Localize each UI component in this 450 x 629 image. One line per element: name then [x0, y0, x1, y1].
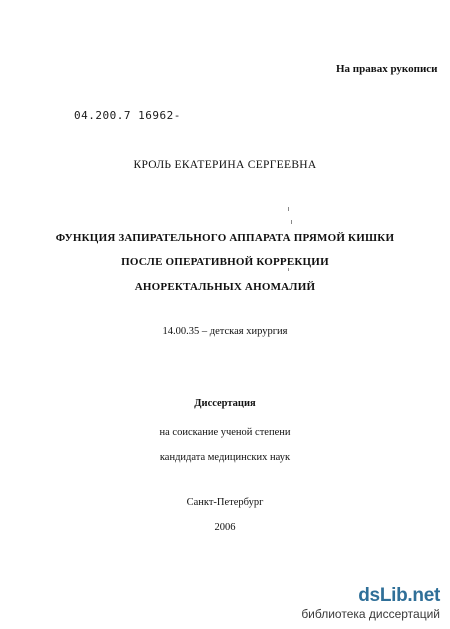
scan-speck — [288, 207, 289, 211]
rights-note: На правах рукописи — [336, 63, 438, 75]
degree-line-2: кандидата медицинских наук — [159, 452, 291, 463]
degree-line-1: на соискание ученой степени — [159, 427, 291, 438]
watermark-subtitle: библиотека диссертаций — [301, 607, 440, 621]
title-line-3: АНОРЕКТАЛЬНЫХ АНОМАЛИЙ — [134, 281, 316, 293]
dslib-logo: dsLib.net — [358, 585, 440, 606]
specialty-code: 14.00.35 – детская хирургия — [162, 326, 288, 337]
author-name: КРОЛЬ ЕКАТЕРИНА СЕРГЕЕВНА — [133, 159, 317, 171]
watermark — [301, 586, 440, 621]
scan-speck — [288, 268, 289, 271]
city: Санкт-Петербург — [186, 497, 264, 508]
scan-speck — [291, 220, 292, 224]
work-type: Диссертация — [194, 398, 256, 409]
stamp-number: 04.200.7 16962- — [74, 109, 181, 122]
year: 2006 — [214, 522, 236, 533]
title-line-1: ФУНКЦИЯ ЗАПИРАТЕЛЬНОГО АППАРАТА ПРЯМОЙ КИШКИ — [55, 232, 395, 244]
title-line-2: ПОСЛЕ ОПЕРАТИВНОЙ КОРРЕКЦИИ — [121, 256, 329, 268]
